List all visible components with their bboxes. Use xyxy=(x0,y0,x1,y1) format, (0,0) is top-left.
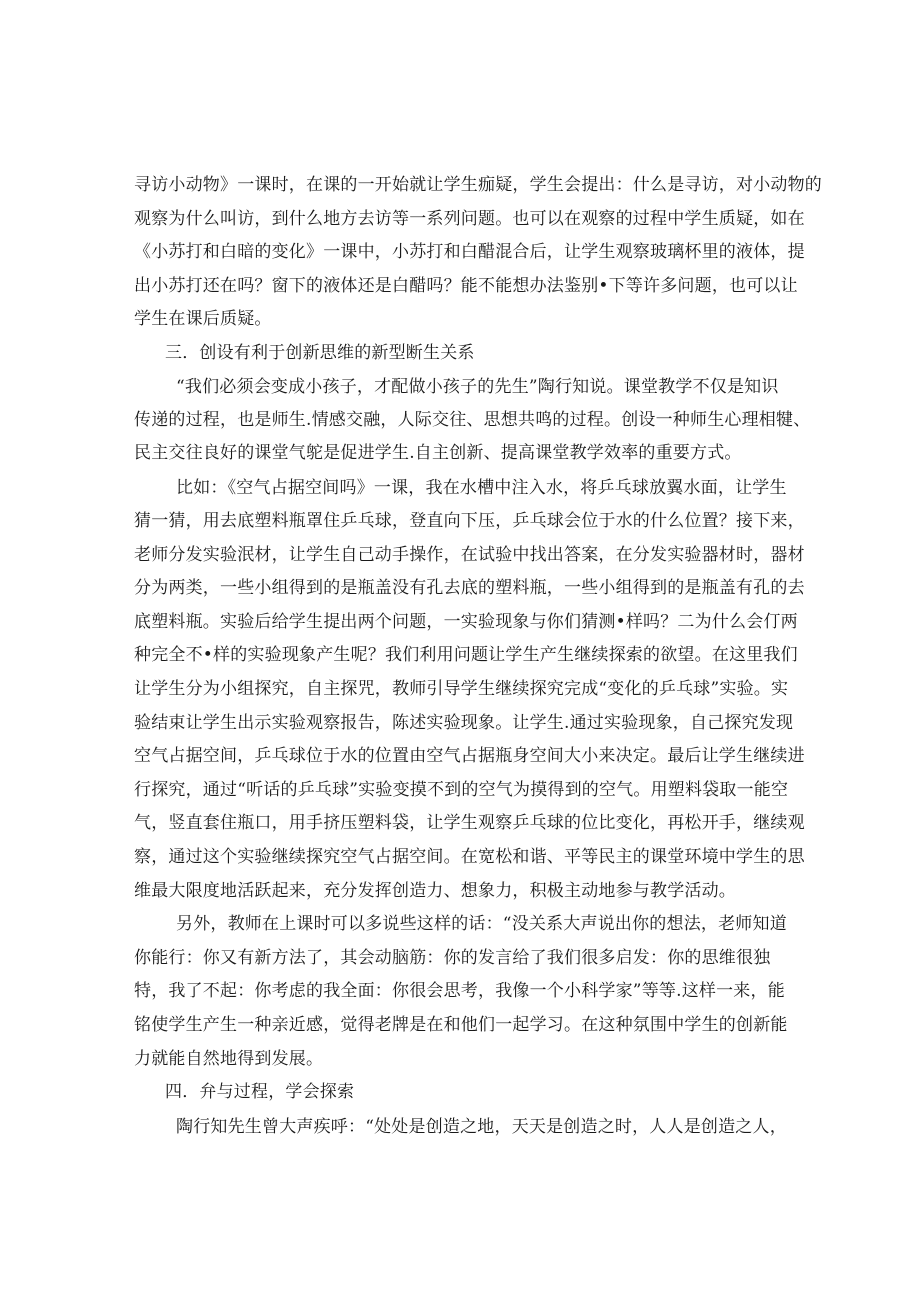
paragraph-line-27: 力就能自然地得到发展。 xyxy=(134,1049,324,1069)
paragraph-line-5: 学生在课后质疑。 xyxy=(134,309,272,329)
paragraph-line-9: 民主交往良好的课堂气鸵是促进学生.自主创新、提高课堂教学效率的重要方式。 xyxy=(134,443,742,463)
paragraph-line-26: 铭使学生产生一种亲近感，觉得老牌是在和他们一起学习。在这种氛围中学生的创新能 xyxy=(134,1015,788,1035)
section-heading-3: 三．创设有利于创新思维的新型断生关系 xyxy=(165,343,475,363)
paragraph-line-16: 让学生分为小组探究，自主探咒，教师引导学生继续探究完成“变化的乒乓球”实验。实 xyxy=(134,679,789,699)
paragraph-line-7: “我们必须会变成小孩子，才配做小孩子的先生”陶行知说。课堂教学不仅是知识 xyxy=(176,377,779,397)
paragraph-line-12: 老师分发实验泯材，让学生自己动手操作，在试验中找出答案，在分发实验器材时，器材 xyxy=(134,545,805,565)
paragraph-line-15: 种完全不•样的实验现象产生呢？我们利用问题让学生产生继续探索的欲望。在这里我们 xyxy=(134,645,798,665)
paragraph-line-1: 寻访小动物》一课时，在课的一开始就让学生痂疑，学生会提出：什么是寻访，对小动物的 xyxy=(134,175,822,195)
paragraph-line-11: 猜一猜，用去底塑料瓶罩住乒乓球，登直向下压，乒乓球会位于水的什么位置？接下来， xyxy=(134,511,805,531)
paragraph-line-2: 观察为什么叫访，到什么地方去访等一系列问题。也可以在观察的过程中学生质疑，如在 xyxy=(134,209,805,229)
paragraph-line-17: 验结束让学生出示实验观察报告，陈述实验现象。让学生.通过实验现象，自己探究发现 xyxy=(134,713,794,733)
paragraph-line-4: 出小苏打还在吗？窗下的液体还是白醋吗？能不能想办法鉴别•下等许多问题，也可以让 xyxy=(134,276,798,296)
paragraph-line-3: 《小苏打和白暗的变化》一课中，小苏打和白醋混合后，让学生观察玻璃杯里的液体，提 xyxy=(134,242,805,262)
paragraph-line-21: 察，通过这个实验继续探究空气占据空间。在宽松和谐、平等民主的课堂环境中学生的思 xyxy=(134,847,805,867)
paragraph-line-23: 另外，教师在上课时可以多说些这样的话：“没关系大声说出你的想法，老师知道 xyxy=(176,914,787,934)
paragraph-line-13: 分为两类，一些小组得到的是瓶盖没有孔去底的塑料瓶，一些小组得到的是瓶盖有孔的去 xyxy=(134,578,805,598)
paragraph-line-10: 比如：《空气占据空间吗》一课，我在水槽中注入水，将乒乓球放翼水面，让学生 xyxy=(176,478,787,498)
paragraph-line-22: 维最大限度地活跃起来，充分发挥创造力、想象力，积极主动地参与教学活动。 xyxy=(134,881,736,901)
paragraph-line-25: 特，我了不起：你考虑的我全面：你很会思考，我像一个小科学家”等等.这样一来，能 xyxy=(134,981,785,1001)
paragraph-line-29: 陶行知先生曾大声疾呼：“处处是创造之地，天天是创造之时，人人是创造之人， xyxy=(176,1117,787,1137)
paragraph-line-19: 行探究，通过“听话的乒乓球”实验变摸不到的空气为摸得到的空气。用塑料袋取一能空 xyxy=(134,780,789,800)
paragraph-line-24: 你能行：你又有新方法了，其会动脑筋：你的发言给了我们很多启发：你的思维很独 xyxy=(134,948,771,968)
section-heading-4: 四．弁与过程，学会探索 xyxy=(165,1082,355,1102)
paragraph-line-18: 空气占据空间，乒乓球位于水的位置由空气占据瓶身空间大小来决定。最后让学生继续进 xyxy=(134,746,805,766)
paragraph-line-8: 传递的过程，也是师生.情感交融，人际交往、思想共鸣的过程。创设一种师生心理相犍、 xyxy=(134,410,811,430)
paragraph-line-14: 底塑料瓶。实验后给学生提出两个问题，一实验现象与你们猜测•样吗？二为什么会仃两 xyxy=(134,612,798,632)
paragraph-line-20: 气，竖直套住瓶口，用手挤压塑料袋，让学生观察乒乓球的位比变化，再松开手，继续观 xyxy=(134,813,805,833)
